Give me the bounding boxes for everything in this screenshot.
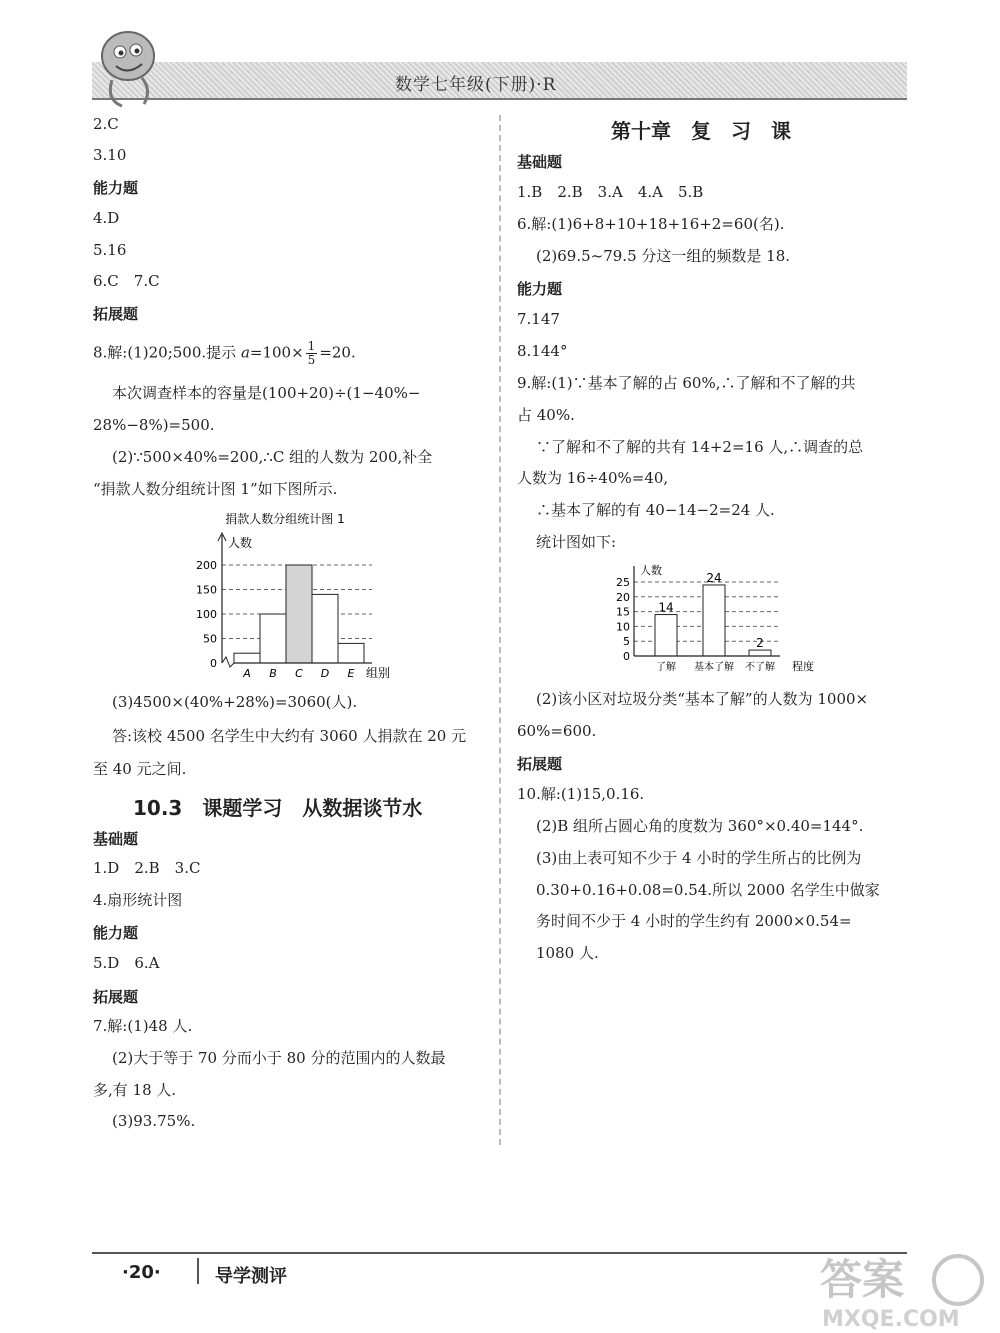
bar xyxy=(286,565,312,663)
x-tick-label: 了解 xyxy=(656,662,676,673)
answer-line: 4.扇形统计图 xyxy=(93,891,183,909)
q7-line-4: (3)93.75%. xyxy=(112,1112,196,1130)
section-heading-ability: 能力题 xyxy=(517,280,563,298)
section-heading-ability: 能力题 xyxy=(93,924,139,942)
bar xyxy=(260,614,286,663)
y-tick-label: 0 xyxy=(210,657,217,670)
q8-line-4: (2)∵500×40%=200,∴C 组的人数为 200,补全 xyxy=(112,448,433,466)
answer-line: (3)由上表可知不少于 4 小时的学生所占的比例为 xyxy=(536,849,862,867)
y-tick-label: 25 xyxy=(616,576,630,589)
axis-break xyxy=(222,657,234,667)
y-tick-label: 100 xyxy=(196,608,217,621)
answer-line: 10.解:(1)15,0.16. xyxy=(517,785,645,803)
bar xyxy=(655,615,677,656)
section-heading-extend: 拓展题 xyxy=(93,305,139,323)
x-tick-label: D xyxy=(320,667,330,680)
footer-brand: 导学测评 xyxy=(215,1266,287,1287)
answer-line: 0.30+0.16+0.08=0.54.所以 2000 名学生中做家 xyxy=(536,881,880,899)
section-heading-ability: 能力题 xyxy=(93,179,139,197)
bar xyxy=(749,650,771,656)
mascot-logo xyxy=(92,20,170,110)
y-tick-label: 5 xyxy=(623,635,630,649)
answer-line: (2)69.5~79.5 分这一组的频数是 18. xyxy=(536,247,791,265)
bar xyxy=(312,594,338,663)
answer-line: 1.B 2.B 3.A 4.A 5.B xyxy=(517,183,704,201)
x-tick-label: A xyxy=(243,667,251,680)
q7-line-3: 多,有 18 人. xyxy=(93,1081,177,1099)
bar xyxy=(703,585,725,656)
watermark-logo xyxy=(818,1250,988,1330)
header-title: 数学七年级(下册)·R xyxy=(395,75,557,95)
answer-line: 人数为 16÷40%=40, xyxy=(517,469,669,487)
q8-line-5: “捐款人数分组统计图 1”如下图所示. xyxy=(93,480,338,498)
section-heading-basic: 基础题 xyxy=(517,153,563,171)
data-label: 24 xyxy=(706,570,722,585)
footer-separator xyxy=(197,1258,199,1284)
q8-suffix: =20. xyxy=(319,343,356,362)
y-tick-label: 15 xyxy=(616,605,630,619)
answer-line: 1080 人. xyxy=(536,944,599,962)
answer-line: 3.10 xyxy=(93,146,127,164)
answer-line: 务时间不少于 4 小时的学生约有 2000×0.54= xyxy=(536,912,852,930)
fraction xyxy=(306,340,318,367)
answer-line: 1.D 2.B 3.C xyxy=(93,859,201,877)
y-tick-label: 50 xyxy=(203,632,217,646)
answer-line: 4.D xyxy=(93,209,120,227)
y-tick-label: 200 xyxy=(196,559,217,572)
x-tick-label: 基本了解 xyxy=(694,662,734,673)
chart-ylabel: 人数 xyxy=(640,564,662,577)
section-heading-extend: 拓展题 xyxy=(93,988,139,1006)
data-label: 2 xyxy=(756,636,764,651)
answer-line: 6.C 7.C xyxy=(93,272,160,290)
section-title-10-3: 10.3 课题学习 从数据谈节水 xyxy=(133,796,423,820)
q8-prefix: 8.解:(1)20;500.提示 xyxy=(93,343,237,362)
answer-line: 5.16 xyxy=(93,241,127,259)
y-tick-label: 10 xyxy=(616,620,630,634)
chart-xlabel: 组别 xyxy=(366,666,391,680)
answer-line: 占 40%. xyxy=(517,406,575,424)
header-rule xyxy=(92,98,907,100)
section-heading-basic: 基础题 xyxy=(93,830,139,848)
q7-line-2: (2)大于等于 70 分而小于 80 分的范围内的人数最 xyxy=(112,1049,446,1067)
answer-line: 5.D 6.A xyxy=(93,954,160,972)
q8-line-8: 至 40 元之间. xyxy=(93,760,187,778)
q7-line-1: 7.解:(1)48 人. xyxy=(93,1017,193,1035)
chart-xlabel: 程度 xyxy=(792,660,814,673)
column-divider xyxy=(499,115,501,1145)
fraction-denominator: 5 xyxy=(307,353,316,367)
q8-line-3: 28%−8%)=500. xyxy=(93,416,215,434)
answer-line: (2)B 组所占圆心角的度数为 360°×0.40=144°. xyxy=(536,817,864,835)
q8-math-a: a xyxy=(240,343,250,362)
q8-line-6: (3)4500×(40%+28%)=3060(人). xyxy=(112,693,358,711)
fraction-numerator: 1 xyxy=(307,339,316,353)
y-tick-label: 20 xyxy=(616,590,630,604)
section-heading-extend: 拓展题 xyxy=(517,755,563,773)
q8-line-1 xyxy=(93,340,356,367)
bar xyxy=(338,643,364,663)
q8-math-eq: =100× xyxy=(249,343,304,362)
bar-chart-donation xyxy=(190,505,410,683)
x-tick-label: C xyxy=(295,667,303,680)
answer-line: ∴基本了解的有 40−14−2=24 人. xyxy=(536,501,775,519)
answer-line: (2)该小区对垃圾分类“基本了解”的人数为 1000× xyxy=(536,690,869,708)
x-tick-label: E xyxy=(347,667,355,680)
chapter-review-title: 第十章 复 习 课 xyxy=(611,119,791,143)
chart-ylabel: 人数 xyxy=(228,536,253,550)
bar xyxy=(234,653,260,663)
svg-text:MXQE.COM: MXQE.COM xyxy=(822,1307,960,1330)
y-tick-label: 0 xyxy=(623,650,630,663)
data-label: 14 xyxy=(658,600,674,615)
page-number: ·20· xyxy=(122,1262,161,1283)
answer-line: 9.解:(1)∵基本了解的占 60%,∴了解和不了解的共 xyxy=(517,374,856,392)
x-tick-label: B xyxy=(269,667,277,680)
footer-rule xyxy=(92,1252,907,1254)
y-tick-label: 150 xyxy=(196,583,217,597)
answer-line: 8.144° xyxy=(517,342,568,360)
q8-line-2: 本次调查样本的容量是(100+20)÷(1−40%− xyxy=(112,384,421,402)
x-tick-label: 不了解 xyxy=(745,662,775,673)
q8-line-7: 答:该校 4500 名学生中大约有 3060 人捐款在 20 元 xyxy=(112,727,467,745)
answer-line: 2.C xyxy=(93,115,119,133)
answer-line: 7.147 xyxy=(517,310,560,328)
svg-text:答案: 答案 xyxy=(820,1255,905,1304)
answer-line: 统计图如下: xyxy=(536,533,617,551)
answer-line: 6.解:(1)6+8+10+18+16+2=60(名). xyxy=(517,215,785,233)
chart-title: 捐款人数分组统计图 1 xyxy=(225,512,345,526)
bar-chart-understanding xyxy=(612,560,834,678)
answer-line: ∵了解和不了解的共有 14+2=16 人,∴调查的总 xyxy=(536,438,864,456)
answer-line: 60%=600. xyxy=(517,722,597,740)
